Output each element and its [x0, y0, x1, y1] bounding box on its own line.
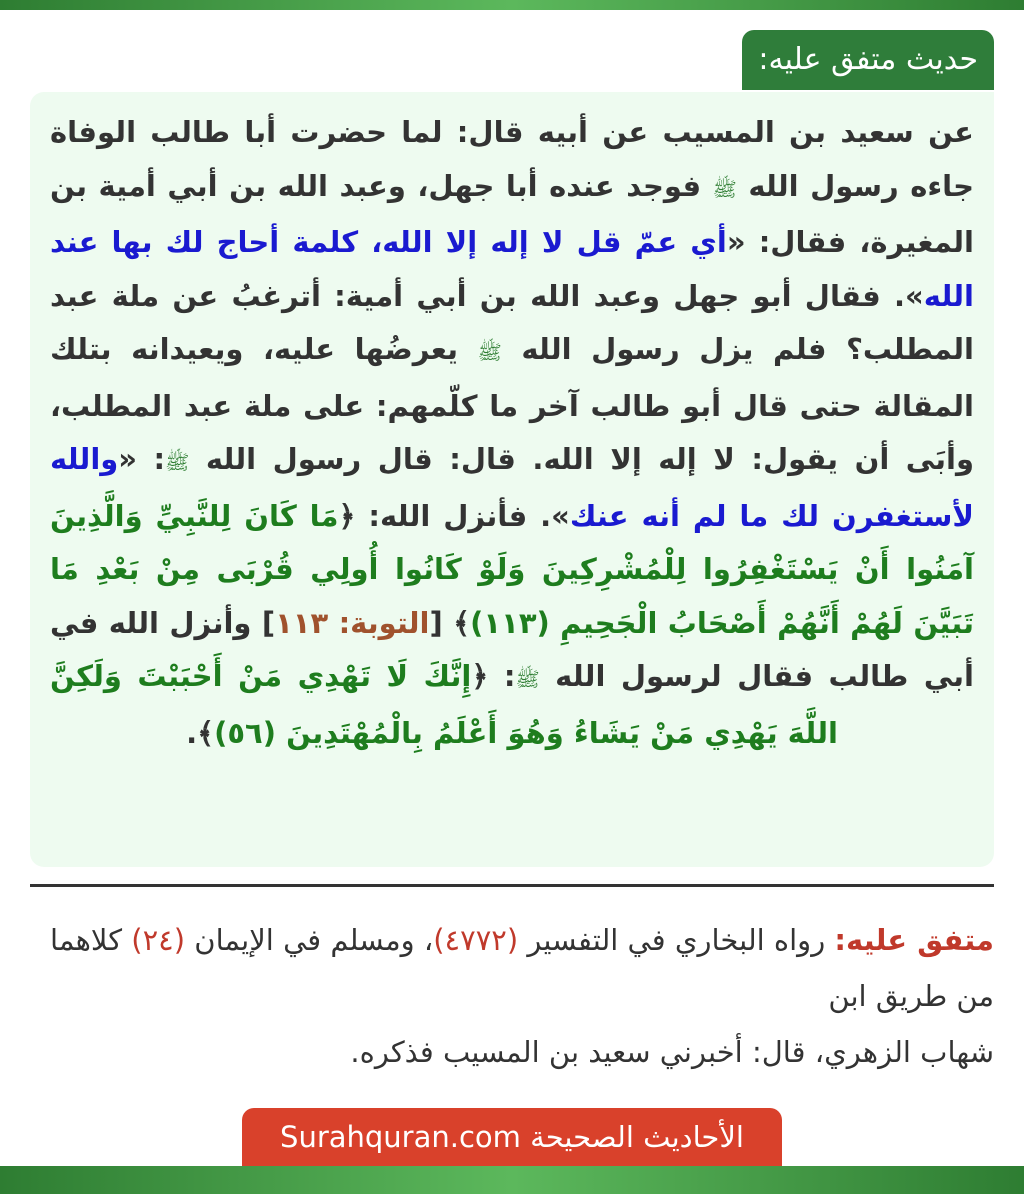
bottom-decor-bar [0, 1166, 1024, 1194]
source-text: كلاهما من طريق ابن [50, 923, 994, 1013]
source-text: شهاب الزهري، قال: أخبرني سعيد بن المسيب فذكره. [350, 1035, 994, 1069]
pbuh-symbol: ﷺ [477, 340, 502, 364]
source-label: متفق عليه: [834, 923, 994, 957]
hadith-segment: فوجد عنده أبا جهل، وعبد الله بن أبي أمية بن المغيرة، فقال: « [50, 168, 974, 259]
verse-reference: التوبة: ١١٣ [275, 605, 430, 640]
pbuh-symbol: ﷺ [165, 450, 190, 474]
pbuh-symbol: ﷺ [515, 667, 540, 691]
source-text: رواه البخاري في التفسير [518, 923, 835, 957]
hadith-text-box [30, 92, 994, 867]
hadith-segment: يعرضُها عليه، ويعيدانه بتلك المقالة حتى قال أبو طالب آخر ما كلّمهم: على ملة عبد المطلب، وأبَى أن يقول: لا إله إلا الله. قال: قال رسول الله [50, 332, 974, 476]
top-decor-bar [0, 0, 1024, 10]
section-divider [30, 884, 994, 887]
source-number: (٢٤) [131, 923, 186, 957]
hadith-segment: ] وأنزل الله في أبي طالب فقال لرسول الله [50, 605, 974, 693]
prophet-quote: والله لأستغفرن لك ما لم أنه عنك [50, 442, 974, 533]
hadith-segment: ﴾. [186, 715, 215, 750]
hadith-segment: عن سعيد بن المسيب عن أبيه قال: لما حضرت أبا طالب الوفاة جاءه رسول الله [50, 115, 974, 203]
hadith-segment: : ﴿ [471, 659, 516, 693]
hadith-segment: ﴾ [ [429, 605, 471, 640]
prophet-quote: أي عمّ قل لا إله إلا الله، كلمة أحاج لك بها عند الله [50, 225, 974, 313]
source-citation [30, 912, 994, 1080]
quran-verse: إِنَّكَ لَا تَهْدِي مَنْ أَحْبَبْتَ وَلَكِنَّ اللَّهَ يَهْدِي مَنْ يَشَاءُ وَهُوَ أَعْلَمُ بِالْمُهْتَدِينَ (٥٦) [50, 659, 838, 750]
hadith-type-label: حديث متفق عليه: [742, 30, 994, 90]
pbuh-symbol: ﷺ [712, 176, 737, 201]
hadith-segment: ». فأنزل الله: ﴿ [338, 498, 570, 533]
hadith-text [50, 106, 974, 760]
source-text: ، ومسلم في الإيمان [185, 923, 434, 957]
source-number: (٤٧٧٢) [433, 923, 519, 957]
quran-verse: مَا كَانَ لِلنَّبِيِّ وَالَّذِينَ آمَنُوا أَنْ يَسْتَغْفِرُوا لِلْمُشْرِكِينَ وَلَوْ كَانُوا أُولِي قُرْبَى مِنْ بَعْدِ مَا تَبَيَّنَ لَهُمْ أَنَّهُمْ أَصْحَابُ الْجَحِيمِ (١١٣) [50, 498, 974, 640]
hadith-segment: : « [118, 442, 166, 476]
hadith-segment: ». فقال أبو جهل وعبد الله بن أبي أمية: أترغبُ عن ملة عبد المطلب؟ فلم يزل رسول الله [50, 278, 974, 366]
site-brand-badge[interactable]: الأحاديث الصحيحة Surahquran.com [242, 1108, 782, 1166]
